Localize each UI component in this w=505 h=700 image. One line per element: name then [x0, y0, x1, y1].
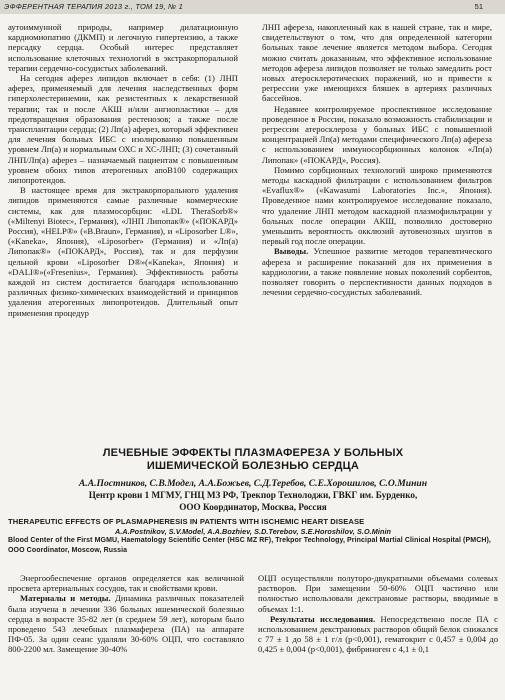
authors-ru: А.А.Постников, С.В.Модел, А.А.Божьев, С.Д.Теребов, С.Е.Хорошилов, С.О.Минин [78, 478, 428, 489]
affiliation-ru-line-1: Центр крови 1 МГМУ, ГНЦ МЗ РФ, Трекпор Технолоджи, ГВКГ им. Бурденко, [88, 490, 418, 500]
conclusion-label: Выводы. [274, 246, 309, 257]
left-column [8, 22, 238, 318]
paragraph: Недавнее контролируемое проспективное исследование проведенное в России, показало возможность стабилизации и регрессии атеросклероза у больных ИБС с повышенной концентрацией Лп(а) методами специфического Лп(а) афереза с использованием иммуносорбционных колонок «Лп(а) Липопак» («ПОКАРД», Россия). [262, 103, 492, 165]
running-header [0, 0, 505, 14]
paragraph: аутоиммунной природы, например дилатационную кардиомиопатию (ДКМП) и легочную гипертензию, а также персадку сердца. Особый интерес представляет использование клеточных технологий в экстракорпоральной терапии сердечно-сосудистых заболеваний. [8, 22, 238, 73]
affiliation-en: Blood Center of the First MGMU, Haematology Scientific Center (HSC MZ RF), Trekpor Technology, Principal Martial Clinical Hospital (PMCH), OOO Coordinator, Moscow, Russia [8, 537, 491, 554]
bottom-right-column [258, 573, 498, 655]
page-number: 51 [474, 2, 483, 11]
english-heading [8, 517, 498, 555]
authors-en: A.A.Postnikov, S.V.Model, A.A.Bozhiev, S.D.Terebov, S.E.Horoshilov, S.O.Minin [114, 526, 392, 536]
affiliation-ru-line-2: ООО Координатор, Москва, Россия [179, 501, 327, 512]
methods-label: Материалы и методы. [20, 593, 111, 604]
bottom-left-column [8, 573, 244, 655]
paragraph: В настоящее время для экстракорпорального удаления липидов применяются самые различные коммерческие системы, как для плазмосорбции: «LDL TheraSorb®» («Miltenyi Biotec», Германия), «ЛНП Липопак®» («ПОКАРД» Россия), «HELP®» («B.Braun», Германия), и «Liposorber L®», («Kaneka», Япония), «Liposorber» (Германия) и «Лп(а) Липопак®» («ПОКАРД», Россия), так и для перфузии цельной крови «Liposorber D®»(«Kaneka», Япония) и «DALI®»(«Fresenius», Германия). Эффективность работы каждой из систем достигается благодаря использованию различных физико-химических взаимодействий и принципов удаления атерогенных липопротеидов. Длительный опыт применения процедур [8, 185, 238, 318]
results-paragraph [258, 614, 498, 655]
methods-text: Динамика различных показателей была изучена в лечении 336 больных ишемической болезнью сердца в возрасте 35-82 лет (в среднем 59 лет), которым было проведено 543 лечебных плазмафереза (ПА) на аппарате ПФ-05. За один сеанс удаляли 30-60% ОЦП, что составляло 800-2200 мл. Замещение 30-40% [8, 593, 245, 655]
paragraph: ЛНП афереза, накопленный как в нашей стране, так и мире, свидетельствуют о том, что для определенной категории больных такое лечение является методом выбора. Сегодня можно считать доказанным, что эффективное использование методов афереза липидов позволяет не только замедлить рост новых атеросклеротических поражений, но и привести к регрессии уже имеющихся бляшек в артериях различных бассейнов. [262, 22, 492, 104]
article-title-en: THERAPEUTIC EFFECTS OF PLASMAPHERESIS IN PATIENTS WITH ISCHEMIC HEART DISEASE [8, 517, 365, 526]
methods-paragraph [8, 593, 244, 654]
journal-title: ЭФФЕРЕНТНАЯ ТЕРАПИЯ 2013 г., ТОМ 19, № 1 [4, 2, 184, 11]
paragraph: Помимо сорбционных технологий широко применяются методы каскадной фильтрации с использованием фильтров «Evaflux®» («Kawasumi Laboratories Inc.», Япония). Проведенное нами контролируемое исследование показало, что удаление ЛНП методом каскадной плазмофильтрации у больных после операции АКШ, позволило достоверно уменьшить вероятность окклюзий аутовенозных шунтов в первый год после операции. [262, 164, 492, 247]
results-text: Непосредственно после ПА с использованием декстрановых растворов общий белок снижался с 77 ± 1 до 58 ± 1 г/л (p<0,001), гематокрит с 0,457 ± 0,004 до 0,425 ± 0,004 (p<0,001), фибриноген с 4,1 ± 0,1 [258, 613, 498, 655]
article-heading [8, 447, 498, 513]
right-column [262, 22, 492, 297]
article-title-line-2: ИШЕМИЧЕСКОЙ БОЛЕЗНЬЮ СЕРДЦА [146, 460, 360, 472]
paragraph: ОЦП осуществляли полуторо-двукратными объемами солевых растворов. При замещении 50-60% ОЦП частично или полностью использовали декстрановые растворы, вводимые в объемах 1:1. [258, 573, 498, 614]
article-title-line-1: ЛЕЧЕБНЫЕ ЭФФЕКТЫ ПЛАЗМАФЕРЕЗА У БОЛЬНЫХ [102, 447, 404, 459]
conclusion-paragraph: Выводы. Успешное развитие методов терапевтического афереза и расширение показаний для их применения в кардиологии, а также появление новых поколений сорбентов, позволяет говорить о перспективности данных подходов в лечении сердечно-сосудистых заболеваний. [262, 246, 492, 298]
results-label: Результаты исследования. [270, 613, 376, 624]
intro-paragraph: Энергообеспечение органов определяется как величиной просвета артериальных сосудов, так и свойствами крови. [8, 573, 244, 594]
paragraph: На сегодня аферез липидов включает в себя: (1) ЛНП аферез, применяемый для лечения наследственных форм гиперхолестеринемии, как резистентных к лекарственной терапии; так и после АКШ и/или ангиопластики – для предотвращения образования рестенозов; а также после трансплантации сердца; (2) Лп(а) аферез, который эффективен для лечения больных ИБС с изолированно повышенным уровнем Лп(а) и нормальным ОХС и ХС-ЛНП; (3) сочетанный ЛНП/Лп(а) аферез – назначаемый пациентам с повышенным уровнем обоих типов атерогенных апоВ100 содержащих липопротеидов. [8, 73, 238, 186]
